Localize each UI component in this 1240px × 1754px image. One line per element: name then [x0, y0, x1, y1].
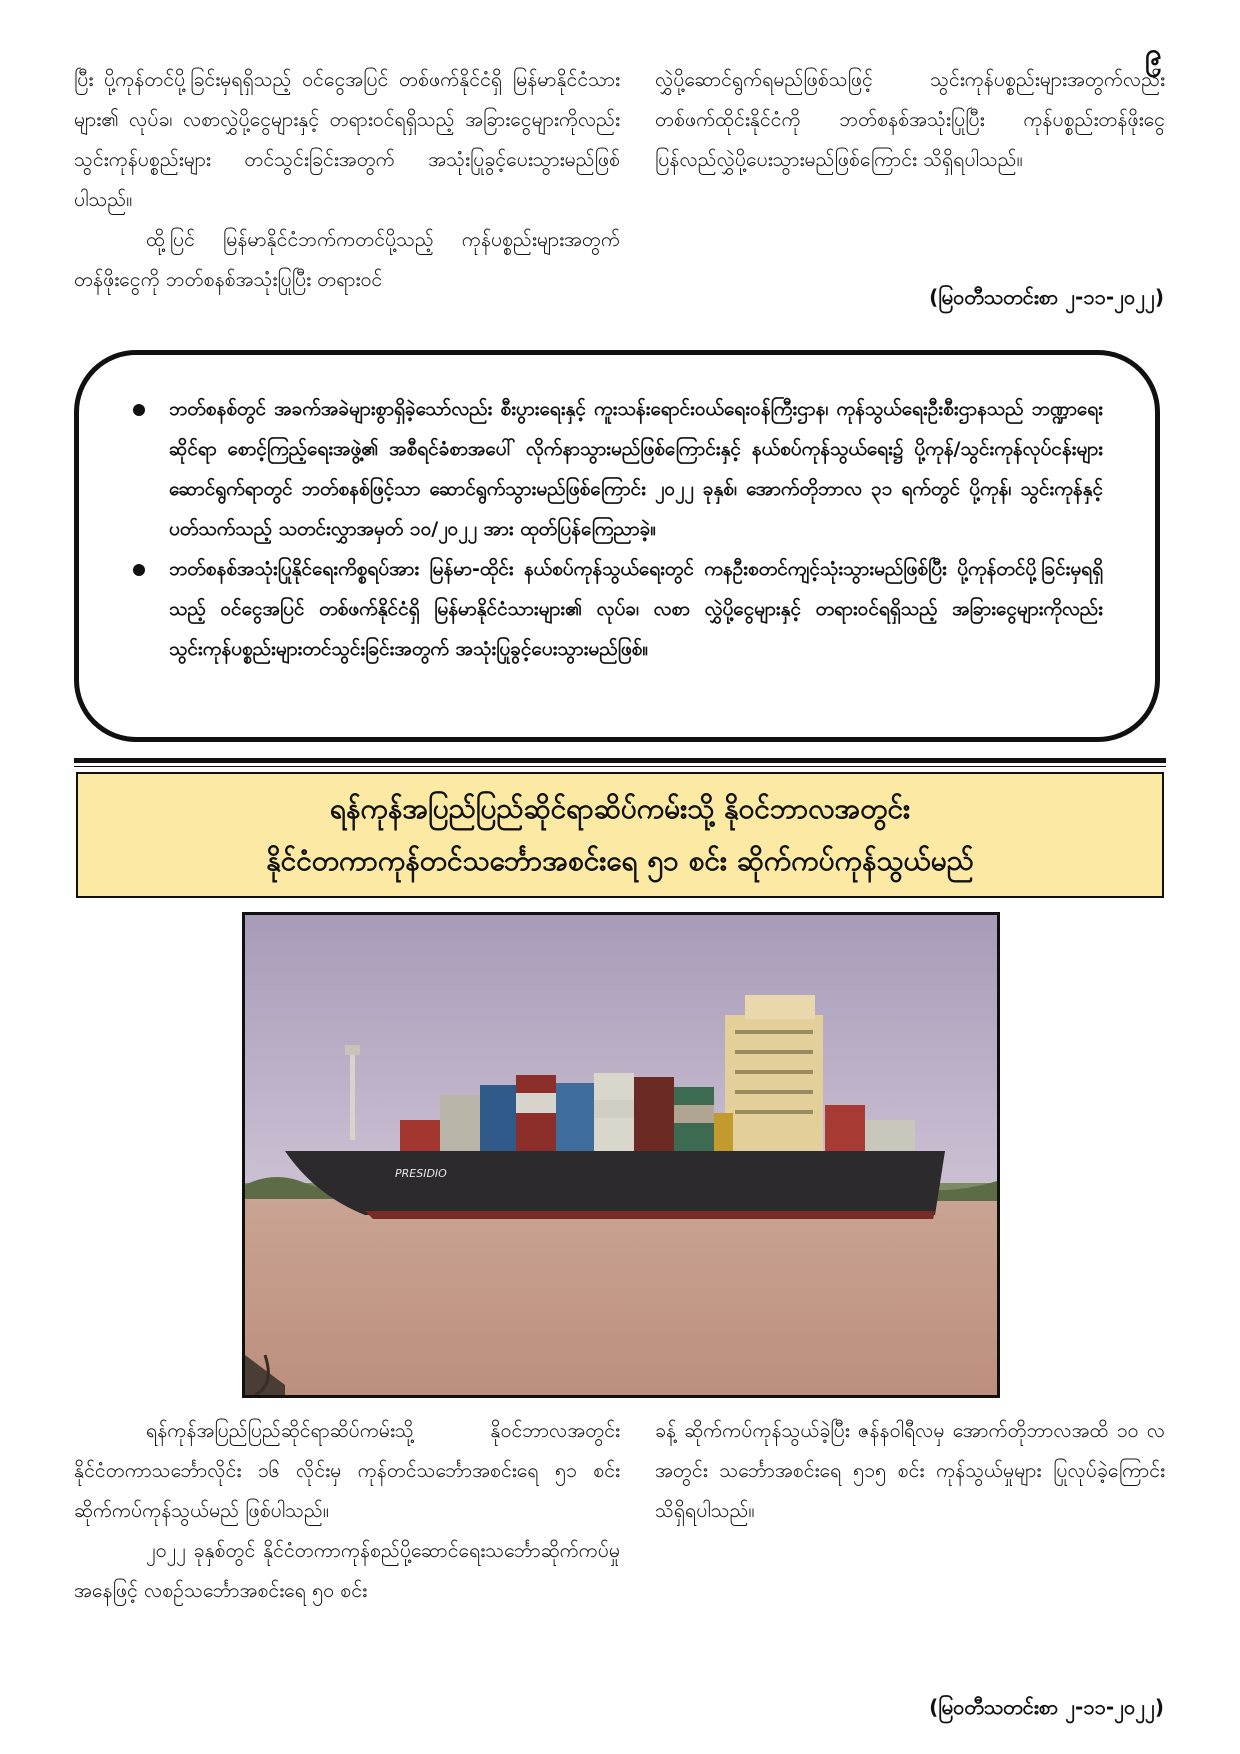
summary-item-text: ဘတ်စနစ်တွင် အခက်အခဲများစွာရှိခဲ့သော်လည်း စီးပွားရေးနှင့် ကူးသန်းရောင်းဝယ်ရေးဝန်ကြီးဌာန၊ ကုန်သွယ်ရေးဦးစီးဌာနသည် ဘဏ္ဍာရေးဆိုင်ရာ စောင့်ကြည့်ရေးအဖွဲ့၏ အစီရင်ခံစာအပေါ် လိုက်နာသွားမည်ဖြစ်ကြောင်းနှင့် နယ်စပ်ကုန်သွယ်ရေး၌ ပို့ကုန်/သွင်းကုန်လုပ်ငန်းများ ဆောင်ရွက်ရာတွင် ဘတ်စနစ်ဖြင့်သာ ဆောင်ရွက်သွားမည်ဖြစ်ကြောင်း ၂၀၂၂ ခုနှစ်၊ အောက်တိုဘာလ ၃၁ ရက်တွင် ပို့ကုန်၊ သွင်းကုန်နှင့်ပတ်သက်သည့် သတင်းလွှာအမှတ် ၁၀/၂၀၂၂ အား ထုတ်ပြန်ကြေညာခဲ့။ [169, 398, 1103, 540]
top-left-paragraph-2: ထို့ပြင် မြန်မာနိုင်ငံဘက်ကတင်ပို့သည့် ကုန်ပစ္စည်းများအတွက် တန်ဖိုးငွေကို ဘတ်စနစ်အသုံးပြုပြီး တရားဝင် [74, 228, 620, 291]
bottom-left-paragraph-1: ရန်ကုန်အပြည်ပြည်ဆိုင်ရာဆိပ်ကမ်းသို့ နိုဝင်ဘာလအတွင်း နိုင်ငံတကာသင်္ဘောလိုင်း ၁၆ လိုင်းမှ ကုန်တင်သင်္ဘောအစင်းရေ ၅၁ စင်း ဆိုက်ကပ်ကုန်သွယ်မည် ဖြစ်ပါသည်။ [74, 1419, 620, 1522]
headline-line-2: နိုင်ငံတကာကုန်တင်သင်္ဘောအစင်းရေ ၅၁ စင်း ဆိုက်ကပ်ကုန်သွယ်မည် [266, 844, 974, 877]
bottom-right-paragraph-1: ခန့် ဆိုက်ကပ်ကုန်သွယ်ခဲ့ပြီး ဇန်နဝါရီလမှ အောက်တိုဘာလအထိ ၁၀ လအတွင်း သင်္ဘောအစင်းရေ ၅၁၅ စင်း ကုန်သွယ်မှုများ ပြုလုပ်ခဲ့ကြောင်း သိရှိရပါသည်။ [655, 1419, 1165, 1522]
top-source-citation: (မြဝတီသတင်းစာ ၂-၁၁-၂၀၂၂) [929, 285, 1164, 309]
summary-list [135, 389, 1103, 669]
bullet-icon [133, 564, 145, 576]
section-divider-thin [74, 766, 1166, 767]
bottom-left-column [74, 1411, 620, 1611]
article-headline-box [76, 772, 1164, 898]
headline-line-1: ရန်ကုန်အပြည်ပြည်ဆိုင်ရာဆိပ်ကမ်းသို့ နိုဝင်ဘာလအတွင်း [329, 792, 911, 825]
summary-item [135, 389, 1103, 549]
summary-item-text: ဘတ်စနစ်အသုံးပြုနိုင်ရေးကိစ္စရပ်အား မြန်မာ-ထိုင်း နယ်စပ်ကုန်သွယ်ရေးတွင် ကနဦးစတင်ကျင့်သုံးသွားမည်ဖြစ်ပြီး ပို့ကုန်တင်ပို့ခြင်းမှရရှိသည့် ဝင်ငွေအပြင် တစ်ဖက်နိုင်ငံရှိ မြန်မာနိုင်ငံသားများ၏ လုပ်ခ၊ လစာ လွှဲပို့ငွေများနှင့် တရားဝင်ရရှိသည့် အခြားငွေများကိုလည်း သွင်းကုန်ပစ္စည်းများတင်သွင်းခြင်းအတွက် အသုံးပြုခွင့်ပေးသွားမည်ဖြစ်။ [169, 558, 1103, 660]
section-divider [74, 758, 1166, 763]
container-ship-image [245, 915, 997, 1395]
ship-photo [242, 912, 1000, 1398]
ship-name-label: PRESIDIO [395, 1167, 447, 1180]
page-number: ၉ [1145, 37, 1162, 72]
bullet-icon [133, 404, 145, 416]
top-left-column [74, 60, 620, 300]
bottom-left-paragraph-2: ၂၀၂၂ ခုနှစ်တွင် နိုင်ငံတကာကုန်စည်ပို့ဆောင်ရေးသင်္ဘောဆိုက်ကပ်မှုအနေဖြင့် လစဉ်သင်္ဘောအစင်းရေ ၅၀ စင်း [74, 1539, 620, 1602]
top-right-column [655, 60, 1165, 180]
top-left-paragraph-1: ပြီး ပို့ကုန်တင်ပို့ခြင်းမှရရှိသည့် ဝင်ငွေအပြင် တစ်ဖက်နိုင်ငံရှိ မြန်မာနိုင်ငံသားများ၏ လုပ်ခ၊ လစာလွှဲပို့ငွေများနှင့် တရားဝင်ရရှိသည့် အခြားငွေများကိုလည်း သွင်းကုန်ပစ္စည်းများ တင်သွင်းခြင်းအတွက် အသုံးပြုခွင့်ပေးသွားမည်ဖြစ်ပါသည်။ [74, 68, 620, 211]
summary-item [135, 549, 1103, 669]
summary-box [74, 350, 1160, 742]
bottom-source-citation: (မြဝတီသတင်းစာ ၂-၁၁-၂၀၂၂) [929, 1695, 1164, 1719]
bottom-right-column [655, 1411, 1165, 1531]
top-right-paragraph-1: လွှဲပို့ဆောင်ရွက်ရမည်ဖြစ်သဖြင့် သွင်းကုန်ပစ္စည်းများအတွက်လည်း တစ်ဖက်ထိုင်းနိုင်ငံကို ဘတ်စနစ်အသုံးပြုပြီး ကုန်ပစ္စည်းတန်ဖိုးငွေ ပြန်လည်လွှဲပို့ပေးသွားမည်ဖြစ်ကြောင်း သိရှိရပါသည်။ [655, 68, 1165, 171]
